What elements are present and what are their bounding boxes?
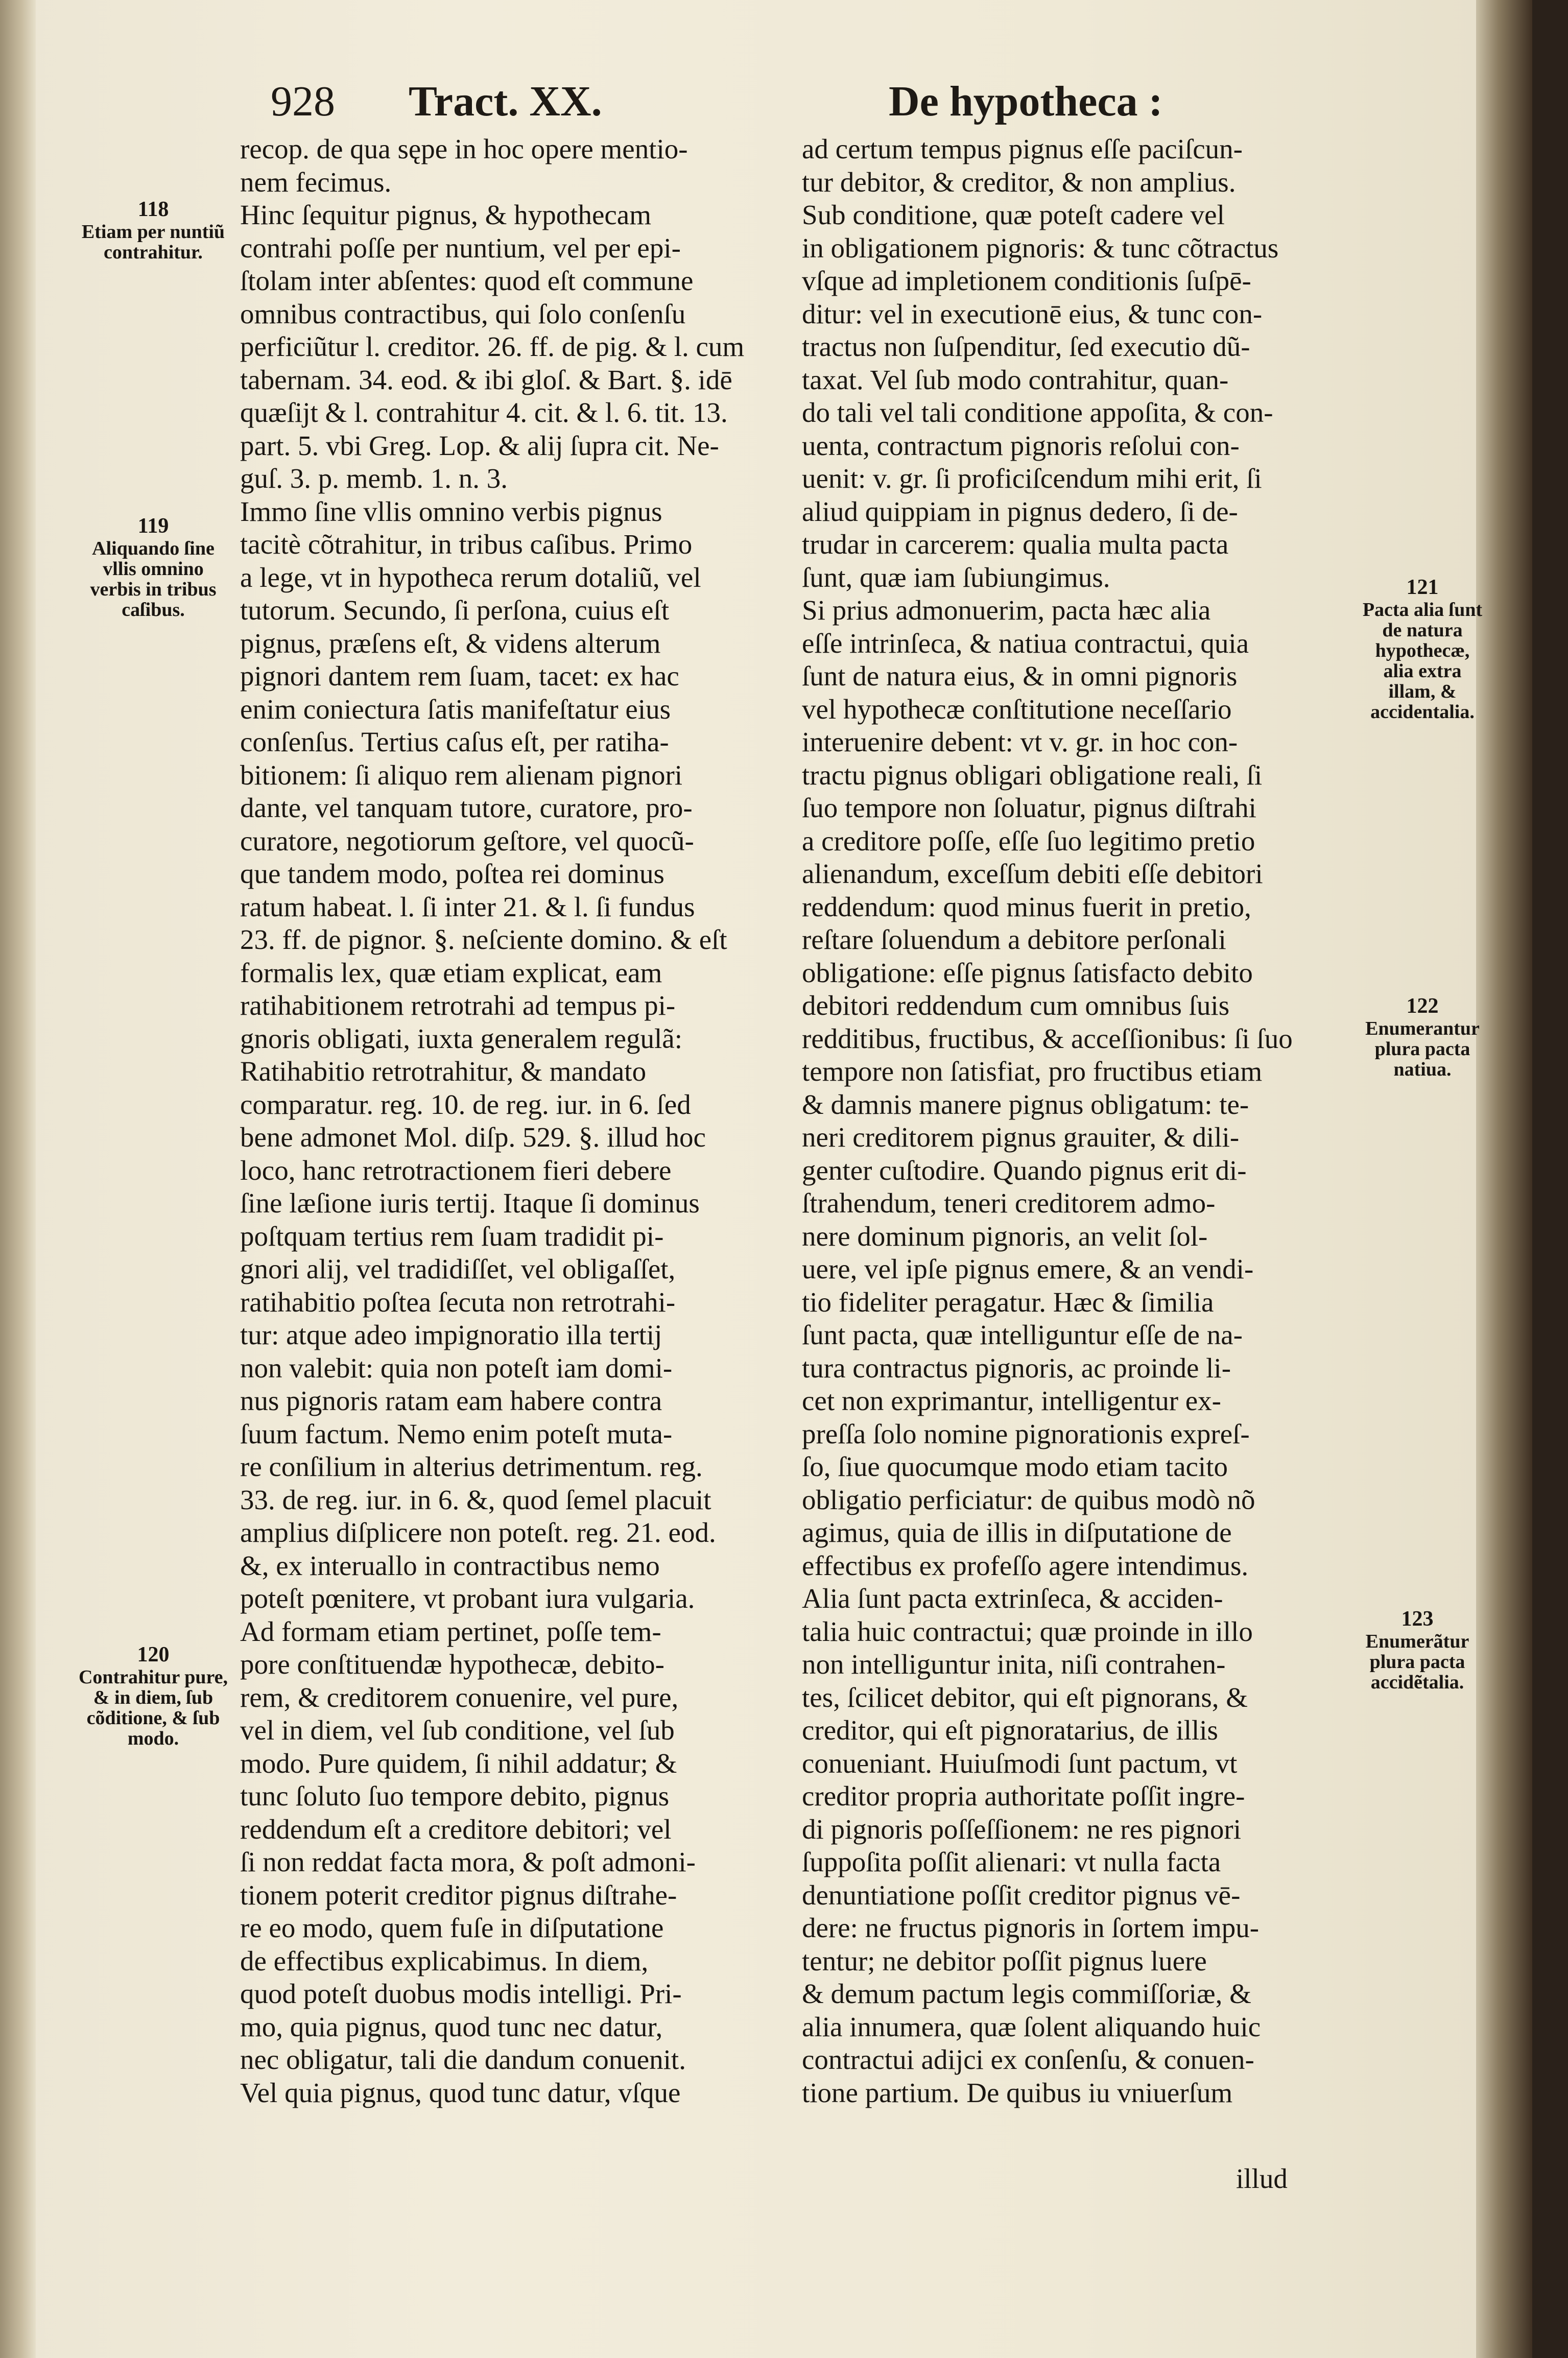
margin-note-122 [1359, 996, 1486, 1080]
text-line: dante, vel tanquam tutore, curatore, pro- [240, 792, 693, 823]
margin-note-number: 119 [137, 514, 169, 538]
text-line: ſunt pacta, quæ intelliguntur eſſe de na- [802, 1319, 1243, 1350]
text-line: formalis lex, quæ etiam explicat, eam [240, 957, 662, 988]
text-line: preſſa ſolo nomine pignorationis expreſ- [802, 1418, 1250, 1449]
page-edge [1476, 0, 1532, 2358]
text-line: creditor propria authoritate poſſit ingre- [802, 1780, 1245, 1812]
text-line: ſi non reddat facta mora, & poſt admoni- [240, 1846, 696, 1877]
margin-note-number: 118 [137, 198, 169, 221]
text-line: vſque ad impletionem conditionis ſuſpē- [802, 265, 1251, 296]
text-line: di pignoris poſſeſſionem: ne res pignori [802, 1813, 1242, 1845]
text-line: ſunt, quæ iam ſubiungimus. [802, 561, 1110, 593]
text-line: ſine læſione iuris tertij. Itaque ſi dominus [240, 1187, 700, 1219]
text-line: rem, & creditorem conuenire, vel pure, [240, 1681, 679, 1713]
text-line: poſtquam tertius rem ſuam tradidit pi- [240, 1220, 664, 1252]
text-line: conſenſus. Tertius caſus eſt, per ratiha- [240, 726, 669, 757]
text-line: modo. Pure quidem, ſi nihil addatur; & [240, 1747, 677, 1779]
text-line: a lege, vt in hypotheca rerum dotaliũ, vel [240, 561, 701, 593]
text-line: reddendum: quod minus fuerit in pretio, [802, 891, 1251, 922]
text-line: taxat. Vel ſub modo contrahitur, quan- [802, 364, 1229, 395]
text-line: tempore non ſatisfiat, pro fructibus etiam [802, 1056, 1263, 1087]
text-line: tione partium. De quibus iu vniuerſum [802, 2077, 1233, 2108]
text-line: denuntiatione poſſit creditor pignus vē- [802, 1879, 1241, 1911]
text-line: Alia ſunt pacta extrinſeca, & acciden- [802, 1583, 1223, 1614]
text-line: Hinc ſequitur pignus, & hypothecam [240, 199, 651, 230]
margin-note-text: Etiam per nuntiũ contrahitur. [81, 221, 225, 263]
text-line: loco, hanc retrotractionem fieri debere [240, 1154, 672, 1186]
text-line: effectibus ex profeſſo agere intendimus. [802, 1550, 1249, 1581]
text-line: in obligationem pignoris: & tunc cõtractus [802, 232, 1279, 264]
section-title: De hypotheca : [889, 78, 1163, 125]
text-line: omnibus contractibus, qui ſolo conſenſu [240, 298, 686, 329]
margin-note-number: 122 [1406, 994, 1439, 1018]
text-line: ad certum tempus pignus eſſe paciſcun- [802, 133, 1243, 164]
text-line: ſtrahendum, teneri creditorem admo- [802, 1187, 1216, 1219]
margin-note-text: Enumerantur plura pacta natiua. [1365, 1018, 1480, 1080]
text-line: talia huic contractui; quæ proinde in illo [802, 1615, 1253, 1647]
text-line: tractus non ſuſpenditur, ſed executio dũ- [802, 331, 1250, 362]
text-line: vel in diem, vel ſub conditione, vel ſub [240, 1714, 675, 1746]
margin-note-number: 123 [1401, 1607, 1434, 1631]
text-line: interuenire debent: vt v. gr. in hoc con- [802, 726, 1238, 757]
text-line: comparatur. reg. 10. de reg. iur. in 6. ſed [240, 1088, 691, 1120]
text-line: tur debitor, & creditor, & non amplius. [802, 166, 1236, 198]
text-line: ſuo tempore non ſoluatur, pignus diſtrahi [802, 792, 1256, 823]
text-line: tractu pignus obligari obligatione reali, ſi [802, 759, 1263, 791]
text-line: ratihabitionem retrotrahi ad tempus pi- [240, 990, 676, 1021]
text-line: tura contractus pignoris, ac proinde li- [802, 1352, 1231, 1384]
text-line: 33. de reg. iur. in 6. &, quod ſemel placuit [240, 1484, 711, 1515]
text-line: ſtolam inter abſentes: quod eſt commune [240, 265, 694, 296]
text-line: reddendum eſt a creditore debitori; vel [240, 1813, 672, 1845]
text-line: debitori reddendum cum omnibus ſuis [802, 990, 1230, 1021]
text-line: conueniant. Huiuſmodi ſunt pactum, vt [802, 1747, 1238, 1779]
text-line: tentur; ne debitor poſſit pignus luere [802, 1945, 1207, 1976]
text-line: redditibus, fructibus, & acceſſionibus: ſi ſuo [802, 1022, 1293, 1054]
text-line: non valebit: quia non poteſt iam domi- [240, 1352, 673, 1384]
text-line: 23. ff. de pignor. §. neſciente domino. & eſt [240, 924, 727, 955]
margin-note-text: Contrahitur pure, & in diem, ſub cõditione, & ſub modo. [78, 1666, 228, 1749]
text-line: alia innumera, quæ ſolent aliquando huic [802, 2011, 1261, 2042]
text-line: tutorum. Secundo, ſi perſona, cuius eſt [240, 594, 670, 626]
tract-title: Tract. XX. [409, 78, 602, 125]
text-line: Sub conditione, quæ poteſt cadere vel [802, 199, 1225, 230]
text-line: a creditore poſſe, eſſe ſuo legitimo pretio [802, 825, 1255, 856]
margin-note-120 [77, 1645, 230, 1749]
margin-note-number: 120 [137, 1643, 170, 1666]
text-line: tabernam. 34. eod. & ibi gloſ. & Bart. §. idē [240, 364, 732, 395]
text-line: tes, ſcilicet debitor, qui eſt pignorans, & [802, 1681, 1248, 1713]
text-line: guſ. 3. p. memb. 1. n. 3. [240, 463, 508, 494]
text-line: nere dominum pignoris, an velit ſol- [802, 1220, 1208, 1252]
text-line: uere, vel ipſe pignus emere, & an vendi- [802, 1253, 1254, 1284]
text-line: dere: ne fructus pignoris in ſortem impu- [802, 1912, 1260, 1943]
text-line: pignori dantem rem ſuam, tacet: ex hac [240, 660, 679, 692]
text-line: Ratihabitio retrotrahitur, & mandato [240, 1056, 647, 1087]
text-line: que tandem modo, poſtea rei dominus [240, 858, 664, 889]
text-line: tur: atque adeo impignoratio illa tertij [240, 1319, 662, 1350]
margin-note-118 [77, 199, 230, 263]
text-line: pignus, præſens eſt, & videns alterum [240, 627, 661, 659]
text-line: do tali vel tali conditione appoſita, & con- [802, 397, 1273, 428]
text-line: nus pignoris ratam eam habere contra [240, 1385, 662, 1416]
text-line: obligatio perficiatur: de quibus modò nõ [802, 1484, 1255, 1515]
text-line: bitionem: ſi aliquo rem alienam pignori [240, 759, 683, 791]
text-line: tacitè cõtrahitur, in tribus caſibus. Primo [240, 529, 693, 560]
text-line: Immo ſine vllis omnino verbis pignus [240, 495, 662, 527]
text-line: gnori alij, vel tradidiſſet, vel obligaſſet, [240, 1253, 676, 1284]
text-line: enim coniectura ſatis manifeſtatur eius [240, 693, 671, 725]
text-line: quod poteſt duobus modis intelligi. Pri- [240, 1978, 682, 2009]
text-line: poteſt pœnitere, vt probant iura vulgaria. [240, 1583, 695, 1614]
text-line: contractui adijci ex conſenſu, & conuen- [802, 2044, 1254, 2075]
text-line: creditor, qui eſt pignoratarius, de illis [802, 1714, 1218, 1746]
text-line: part. 5. vbi Greg. Lop. & alij ſupra cit. Ne- [240, 430, 719, 461]
text-line: perficiũtur l. creditor. 26. ff. de pig. & l. cum [240, 331, 745, 362]
text-line: ditur: vel in executionē eius, & tunc con- [802, 298, 1263, 329]
margin-note-119 [77, 516, 230, 620]
text-line: pore conſtituendæ hypothecæ, debito- [240, 1649, 664, 1680]
text-line: aliud quippiam in pignus dedero, ſi de- [802, 495, 1238, 527]
text-line: &, ex interuallo in contractibus nemo [240, 1550, 660, 1581]
text-line: tio fideliter peragatur. Hæc & ſimilia [802, 1286, 1214, 1318]
text-line: contrahi poſſe per nuntium, vel per epi- [240, 232, 681, 264]
text-line: de effectibus explicabimus. In diem, [240, 1945, 649, 1976]
text-line: alienandum, exceſſum debiti eſſe debitori [802, 858, 1263, 889]
text-line: uenta, contractum pignoris reſolui con- [802, 430, 1240, 461]
catchword: illud [1236, 2163, 1288, 2194]
text-line: nem fecimus. [240, 166, 392, 198]
text-line: tionem poterit creditor pignus diſtrahe- [240, 1879, 677, 1911]
text-line: amplius diſplicere non poteſt. reg. 21. eod. [240, 1517, 716, 1548]
text-line: Ad formam etiam pertinet, poſſe tem- [240, 1615, 661, 1647]
text-line: ſuppoſita poſſit alienari: vt nulla facta [802, 1846, 1221, 1877]
text-line: re eo modo, quem fuſe in diſputatione [240, 1912, 664, 1943]
text-line: & demum pactum legis commiſſoriæ, & [802, 1978, 1251, 2009]
text-line: ſo, ſiue quocumque modo etiam tacito [802, 1451, 1228, 1482]
margin-note-121 [1359, 577, 1486, 722]
text-line: nec obligatur, tali die dandum conuenit. [240, 2044, 686, 2075]
page-binding [0, 0, 36, 2358]
text-line: ratum habeat. l. ſi inter 21. & l. ſi fundus [240, 891, 695, 922]
text-line: recop. de qua sępe in hoc opere mentio- [240, 133, 688, 164]
text-line: trudar in carcerem: qualia multa pacta [802, 529, 1229, 560]
text-line: & damnis manere pignus obligatum: te- [802, 1088, 1249, 1120]
text-line: re conſilium in alterius detrimentum. reg. [240, 1451, 703, 1482]
text-line: bene admonet Mol. diſp. 529. §. illud hoc [240, 1122, 706, 1153]
text-line: ſunt de natura eius, & in omni pignoris [802, 660, 1238, 692]
margin-note-text: Aliquando ſine vllis omnino verbis in tribus caſibus. [90, 538, 217, 621]
text-line: neri creditorem pignus grauiter, & dili- [802, 1122, 1240, 1153]
text-line: eſſe intrinſeca, & natiua contractui, quia [802, 627, 1249, 659]
text-line: cet non exprimantur, intelligentur ex- [802, 1385, 1221, 1416]
left-text-column [240, 133, 781, 2109]
text-line: ſuum factum. Nemo enim poteſt muta- [240, 1418, 673, 1449]
text-line: curatore, negotiorum geſtore, vel quocũ- [240, 825, 694, 856]
right-text-column [802, 133, 1343, 2109]
text-line: gnoris obligati, iuxta generalem regulã: [240, 1022, 682, 1054]
running-header [0, 77, 1532, 133]
text-line: non intelliguntur inita, niſi contrahen- [802, 1649, 1226, 1680]
margin-note-number: 121 [1406, 576, 1439, 599]
text-line: Si prius admonuerim, pacta hæc alia [802, 594, 1211, 626]
text-line: ratihabitio poſtea ſecuta non retrotrahi- [240, 1286, 676, 1318]
margin-note-123 [1348, 1609, 1486, 1693]
text-line: reſtare ſoluendum a debitore perſonali [802, 924, 1226, 955]
text-line: quæſijt & l. contrahitur 4. cit. & l. 6. tit. 13. [240, 397, 728, 428]
text-line: Vel quia pignus, quod tunc datur, vſque [240, 2077, 681, 2108]
text-line: genter cuſtodire. Quando pignus erit di- [802, 1154, 1247, 1186]
text-line: vel hypothecæ conſtitutione neceſſario [802, 693, 1232, 725]
page-number: 928 [271, 78, 335, 125]
margin-note-text: Enumerãtur plura pacta accidẽtalia. [1365, 1631, 1469, 1693]
margin-note-text: Pacta alia ſunt de natura hypothecæ, alia extra illam, & accidentalia. [1362, 599, 1483, 723]
text-line: obligatione: eſſe pignus ſatisfacto debito [802, 957, 1253, 988]
text-line: mo, quia pignus, quod tunc nec datur, [240, 2011, 663, 2042]
text-line: agimus, quia de illis in diſputatione de [802, 1517, 1232, 1548]
text-line: tunc ſoluto ſuo tempore debito, pignus [240, 1780, 670, 1812]
text-line: uenit: v. gr. ſi proficiſcendum mihi erit, ſi [802, 463, 1262, 494]
